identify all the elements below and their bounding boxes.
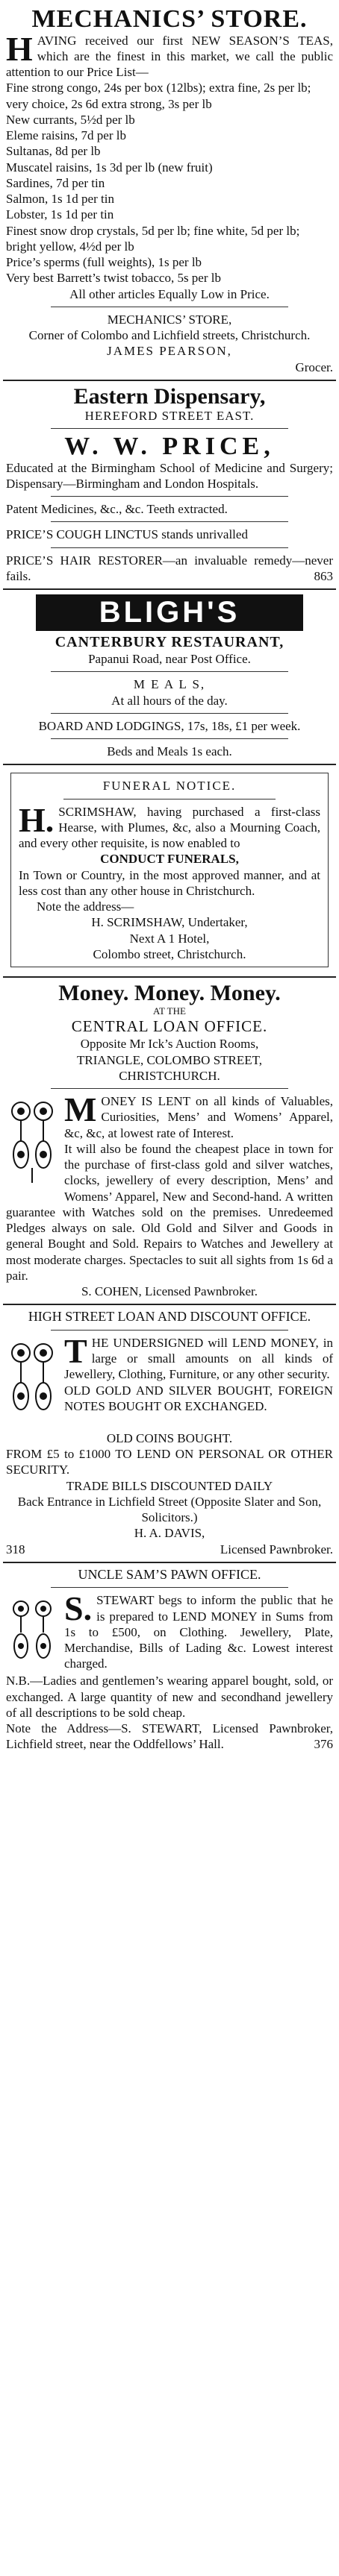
dispensary-ad [3, 381, 336, 590]
ad-number: 863 [314, 568, 333, 583]
ad-intro: H AVING received our first NEW SEASON’S TEAS, which are the finest in this market, we call the public attention to our Price List— [6, 29, 333, 80]
price-item: Price’s sperms (full weights), 1s per lb [6, 255, 202, 270]
ad-address: Papanui Road, near Post Office. [88, 652, 251, 667]
store-street: Corner of Colombo and Lichfield streets, Christchurch. [28, 328, 311, 343]
ad-number: 376 [314, 1737, 333, 1752]
divider [51, 428, 288, 429]
ad-number: 318 [6, 1542, 25, 1556]
drop-cap: M [64, 1090, 97, 1129]
highstreet-coins: OLD COINS BOUGHT. [106, 1430, 233, 1445]
highstreet-footer [6, 1542, 333, 1557]
divider [51, 738, 288, 739]
ad-bio: Educated at the Birmingham School of Medicine and Surgery; Dispensary—Birmingham and London Hospitals. [6, 460, 333, 491]
drop-cap: T [64, 1331, 87, 1370]
drop-cap: H [6, 29, 33, 68]
office-street: TRIANGLE, COLOMBO STREET, [76, 1052, 263, 1067]
funeral-box [10, 773, 329, 967]
drop-cap: S. [64, 1589, 93, 1628]
office-opposite: Opposite Mr Ick’s Auction Rooms, [80, 1037, 259, 1052]
price-item: Fine strong congo, 24s per box (12lbs); extra fine, 2s per lb; very choice, 2s 6d extra strong, 3s per lb [6, 81, 311, 111]
at-the: AT THE [153, 1005, 186, 1017]
meals-heading: M E A L S, [133, 677, 206, 692]
funeral-address: Colombo street, Christchurch. [93, 946, 246, 961]
drop-cap: H. [19, 800, 55, 839]
divider [51, 713, 288, 714]
ad-title: MECHANICS’ STORE. [31, 5, 308, 33]
price-item: Sultanas, 8d per lb [6, 144, 101, 159]
unclesam-note: Note the Address—S. STEWART, Licensed Pawnbroker, Lichfield street, near the Oddfellows’ Hall. 376 [6, 1721, 333, 1752]
highstreet-sign: H. A. DAVIS, [134, 1526, 205, 1541]
ad-subtitle: CANTERBURY RESTAURANT, [55, 634, 284, 651]
highstreet-bills: TRADE BILLS DISCOUNTED DAILY [66, 1478, 273, 1493]
highstreet-lend: FROM £5 to £1000 TO LEND ON PERSONAL OR OTHER SECURITY. [6, 1447, 333, 1477]
high-street-loan-ad [3, 1305, 336, 1563]
ad-title: HIGH STREET LOAN AND DISCOUNT OFFICE. [28, 1309, 311, 1325]
divider [51, 547, 288, 548]
price-item: Finest snow drop crystals, 5d per lb; fine white, 5d per lb; bright yellow, 4½d per lb [6, 223, 300, 254]
funeral-address: H. SCRIMSHAW, Undertaker, [91, 915, 248, 930]
divider [51, 496, 288, 497]
jewellery-illustration [6, 1595, 58, 1670]
ad-line: Patent Medicines, &c., &c. Teeth extracted. [6, 502, 228, 517]
divider [51, 1330, 288, 1331]
jewellery-illustration [6, 1338, 58, 1427]
office-name: CENTRAL LOAN OFFICE. [71, 1017, 268, 1036]
newspaper-column [3, 0, 336, 1757]
price-item: Sardines, 7d per tin [6, 175, 105, 190]
price-item: Muscatel raisins, 1s 3d per lb (new fruit) [6, 160, 213, 175]
highstreet-text: T HE UNDERSIGNED will LEND MONEY, in large or small amounts on all kinds of Jewellery, Clothing, Furniture, or any other security. [64, 1331, 333, 1382]
uncle-sams-ad [3, 1563, 336, 1757]
funeral-text2: In Town or Country, in the most approved manner, and at less cost than any other house in Christchurch. [19, 867, 320, 898]
mechanics-store-ad [3, 3, 336, 381]
ad-line: PRICE’S HAIR RESTORER—an invaluable remedy—never fails. 863 [6, 553, 333, 583]
ad-line: PRICE’S COUGH LINCTUS stands unrivalled [6, 527, 248, 542]
blighs-ad [3, 590, 336, 765]
funeral-text: H. SCRIMSHAW, having purchased a first-class Hearse, with Plumes, &c, also a Mourning Coach, and every other requisite, is now enabled to [19, 800, 320, 851]
closing-line: All other articles Equally Low in Price. [69, 286, 270, 301]
ad-title: FUNERAL NOTICE. [102, 779, 237, 794]
proprietor-name: W. W. PRICE, [64, 432, 275, 460]
price-item: Salmon, 1s 1d per tin [6, 192, 114, 207]
divider [51, 1088, 288, 1089]
unclesam-text: S. STEWART begs to inform the public that he is prepared to LEND MONEY in Sums from 1s to £500, on Clothing. Jewellery, Plate, Merchandise, Bills of Lading &c. Lowest interest charged. [64, 1589, 333, 1671]
funeral-address: Next A 1 Hotel, [129, 931, 210, 946]
ad-title: BLIGH'S [36, 594, 303, 631]
price-item: Eleme raisins, 7d per lb [6, 128, 126, 143]
office-city: CHRISTCHURCH. [119, 1068, 220, 1083]
ad-street: HEREFORD STREET EAST. [84, 408, 255, 423]
jewellery-illustration [6, 1096, 58, 1186]
highstreet-gold: OLD GOLD AND SILVER BOUGHT, FOREIGN NOTES BOUGHT OR EXCHANGED. [64, 1383, 333, 1413]
divider [51, 671, 288, 672]
ad-title: Money. Money. Money. [58, 981, 281, 1006]
loan-sign: S. COHEN, Licensed Pawnbroker. [81, 1284, 258, 1299]
highstreet-role: Licensed Pawnbroker. [220, 1542, 333, 1556]
price-item: New currants, 5½d per lb [6, 112, 135, 127]
central-loan-ad [3, 978, 336, 1305]
loan-text2: It will also be found the cheapest place in town for the purchase of first-class gold and silver watches, clocks, jewellery of every description, Mens’ and Womens’ Apparel, New and Second-hand. A written guarantee with Watches sold on the premises. Unredeemed Pledges always on sale. Old Gold and Silver and Goods in general Bought and Sold. Repairs to Watches and Jewellery at most moderate charges. Spectacles to suit all sights from 1s 6d a pair. [6, 1141, 333, 1283]
proprietor-role: Grocer. [295, 359, 333, 374]
proprietor-name: JAMES PEARSON, [107, 344, 232, 359]
note-address: Note the address— [37, 899, 134, 914]
unclesam-nb: N.B.—Ladies and gentlemen’s wearing apparel bought, sold, or exchanged. A large quantity of new and secondhand jewellery of all descriptions to be sold cheap. [6, 1674, 333, 1720]
divider [51, 1587, 288, 1588]
price-item: Very best Barrett’s twist tobacco, 5s per lb [6, 271, 221, 286]
divider [51, 521, 288, 522]
highstreet-back: Back Entrance in Lichfield Street (Opposite Slater and Son, Solicitors.) [17, 1494, 322, 1525]
store-address: MECHANICS’ STORE, [107, 312, 232, 327]
ad-title: UNCLE SAM’S PAWN OFFICE. [78, 1566, 261, 1582]
price-item: Lobster, 1s 1d per tin [6, 207, 114, 222]
board-prices: BOARD AND LODGINGS, 17s, 18s, £1 per week. [38, 718, 301, 733]
beds-price: Beds and Meals 1s each. [107, 744, 232, 759]
meals-hours: At all hours of the day. [111, 693, 228, 708]
loan-text: M ONEY IS LENT on all kinds of Valuables, Curiosities, Mens’ and Womens’ Apparel, &c, &c, at lowest rate of Interest. [64, 1090, 333, 1140]
funeral-ad [3, 765, 336, 978]
conduct-heading: CONDUCT FUNERALS, [100, 852, 239, 867]
ad-title: Eastern Dispensary, [73, 383, 266, 409]
